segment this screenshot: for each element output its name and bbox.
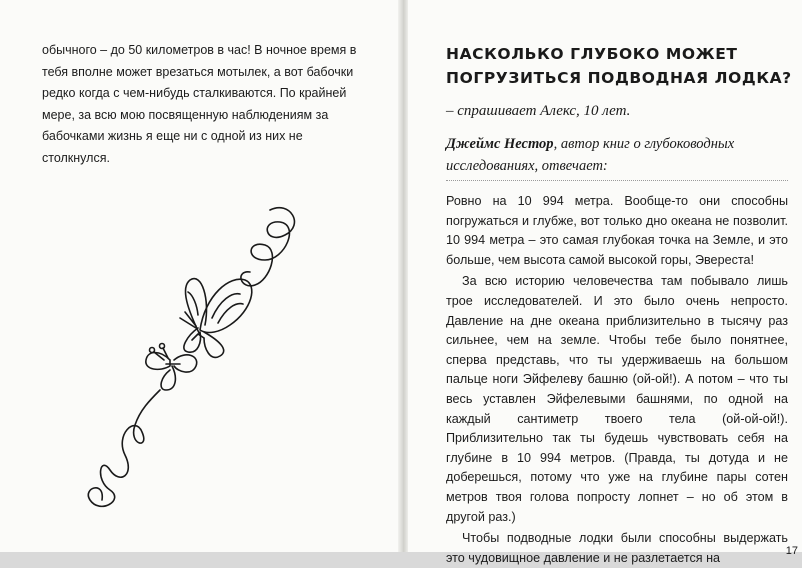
flight-path-upper (241, 208, 295, 286)
book-gutter (398, 0, 408, 552)
flight-path-lower (88, 390, 160, 506)
question-asker: – спрашивает Алекс, 10 лет. (446, 103, 631, 119)
question-heading: НАСКОЛЬКО ГЛУБОКО МОЖЕТ ПОГРУЗИТЬСЯ ПОДВОДНАЯ ЛОДКА? (446, 45, 792, 87)
right-page (408, 0, 802, 565)
answer-paragraph-1: Ровно на 10 994 метра. Вообще-то они способны погружаться и глубже, вот только дно океана не позволит. 10 994 метра – это самая глубокая точка на Земле, и это больше, чем высота самой высокой горы, Эвереста! (446, 194, 788, 267)
butterfly-large (180, 279, 252, 358)
author-name: Джеймс Нестор (446, 136, 554, 152)
answer-paragraph-2: За всю историю человечества там побывало лишь трое исследователей. И это было очень непросто. Давление на дне океана приблизительно в тысячу раз сильнее, чем на земле. Чтобы тебе было понятнее, сперва представь, что ты удерживаешь на большом пальце ноги Эйфелеву башню (ой-ой!). А потом – что ты весь уставлен Эйфелевыми башнями, по одной на каждый сантиметр твоего тела (ой-ой-ой!). Приблизительно так ты будешь чувствовать себя на глубине в 10 994 метров. (Правда, ты дотуда и не доберешься, потому что уже на глубине пары сотен метров твоя голова попросту лопнет – но об этом в другой раз.) (446, 274, 788, 524)
dotted-divider (446, 180, 788, 181)
left-page-paragraph: обычного – до 50 километров в час! В ночное время в тебя вполне может врезаться мотылек, а вот бабочки редко когда с чем-нибудь сталкиваются. По крайней мере, за всю мою посвященную наблюдениям за бабочками жизнь я еще ни с одной из них не столкнулся. (42, 43, 357, 165)
page-number: 17 (785, 545, 798, 554)
butterflies-illustration (80, 200, 310, 520)
author-description: , автор книг о глубоководных исследованиях, отвечает: (446, 136, 735, 174)
answer-paragraph-3: Чтобы подводные лодки были способны выдержать это чудовищное давление и не разлетается на (446, 531, 788, 565)
answer-body (446, 192, 788, 568)
answer-author (446, 133, 796, 177)
left-page (0, 0, 398, 552)
butterfly-small (146, 344, 197, 391)
